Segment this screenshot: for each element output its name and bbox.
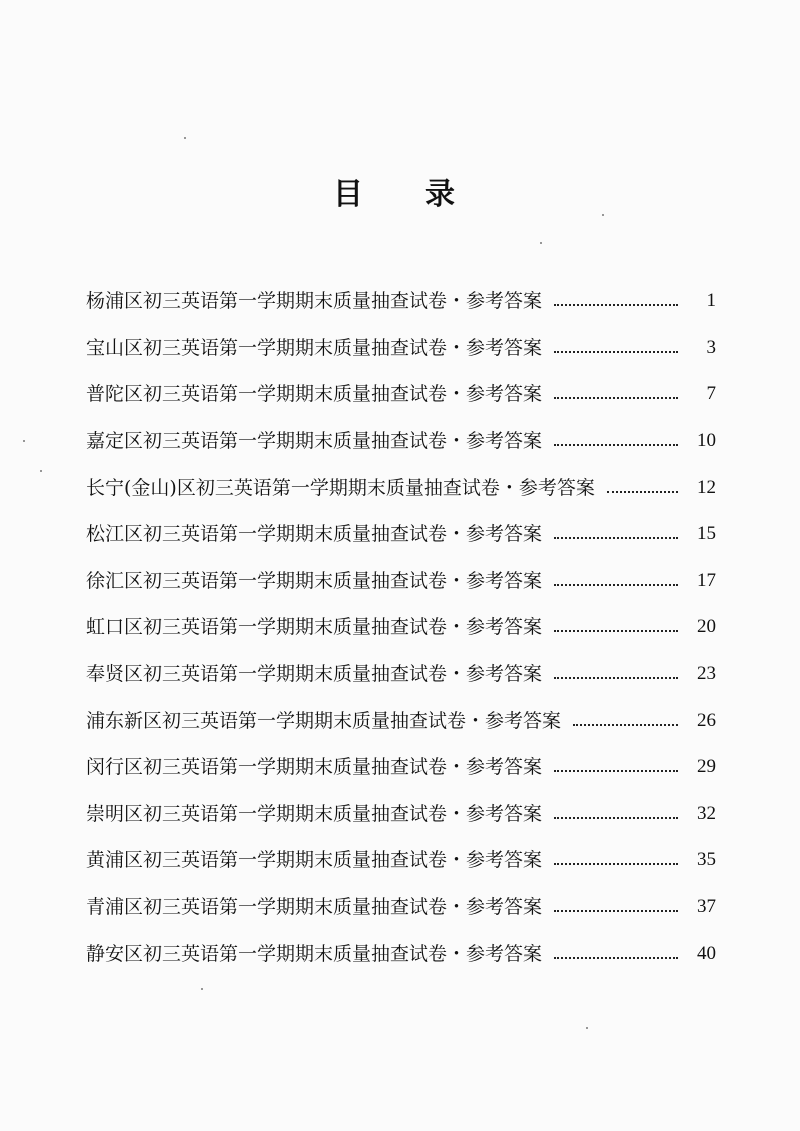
toc-entry <box>86 558 716 605</box>
toc-entry-page: 3 <box>706 336 716 358</box>
page-title <box>0 170 800 220</box>
toc-entry-title: 普陀区初三英语第一学期期末质量抽查试卷・参考答案 <box>86 383 543 406</box>
toc-entry-title: 奉贤区初三英语第一学期期末质量抽查试卷・参考答案 <box>86 663 543 686</box>
toc-entry <box>86 884 716 931</box>
toc-entry <box>86 697 716 744</box>
toc-entry <box>86 371 716 418</box>
table-of-contents <box>86 278 716 977</box>
scan-speck <box>586 1027 588 1029</box>
scan-speck <box>23 440 25 442</box>
toc-leader-dots <box>607 491 678 493</box>
toc-leader-dots <box>554 817 678 819</box>
toc-entry-page: 26 <box>697 709 716 731</box>
toc-leader-dots <box>554 957 678 959</box>
toc-entry-title: 青浦区初三英语第一学期期末质量抽查试卷・参考答案 <box>86 896 543 919</box>
toc-entry-page: 1 <box>706 290 716 312</box>
toc-entry <box>86 744 716 791</box>
toc-leader-dots <box>554 770 678 772</box>
toc-leader-dots <box>554 863 678 865</box>
toc-entry-page: 37 <box>697 896 716 918</box>
toc-entry-page: 17 <box>697 569 716 591</box>
toc-leader-dots <box>554 537 678 539</box>
toc-entry <box>86 278 716 325</box>
toc-entry <box>86 511 716 558</box>
toc-entry-page: 35 <box>697 849 716 871</box>
toc-entry-title: 虹口区初三英语第一学期期末质量抽查试卷・参考答案 <box>86 616 543 639</box>
toc-entry-title: 黄浦区初三英语第一学期期末质量抽查试卷・参考答案 <box>86 849 543 872</box>
toc-entry <box>86 651 716 698</box>
toc-entry-page: 32 <box>697 802 716 824</box>
toc-entry-title: 杨浦区初三英语第一学期期末质量抽查试卷・参考答案 <box>86 290 543 313</box>
toc-entry <box>86 325 716 372</box>
toc-leader-dots <box>554 444 678 446</box>
toc-leader-dots <box>554 910 678 912</box>
toc-entry-page: 15 <box>697 523 716 545</box>
toc-leader-dots <box>554 630 678 632</box>
toc-entry-title: 静安区初三英语第一学期期末质量抽查试卷・参考答案 <box>86 942 543 965</box>
toc-leader-dots <box>554 397 678 399</box>
toc-entry-title: 浦东新区初三英语第一学期期末质量抽查试卷・参考答案 <box>86 709 562 732</box>
toc-entry <box>86 464 716 511</box>
scan-speck <box>602 214 604 216</box>
toc-entry-title: 闵行区初三英语第一学期期末质量抽查试卷・参考答案 <box>86 756 543 779</box>
toc-entry-title: 松江区初三英语第一学期期末质量抽查试卷・参考答案 <box>86 523 543 546</box>
toc-entry-page: 10 <box>697 430 716 452</box>
toc-leader-dots <box>554 584 678 586</box>
toc-entry-page: 20 <box>697 616 716 638</box>
toc-entry-title: 宝山区初三英语第一学期期末质量抽查试卷・参考答案 <box>86 336 543 359</box>
toc-entry-title: 崇明区初三英语第一学期期末质量抽查试卷・参考答案 <box>86 802 543 825</box>
toc-entry-page: 12 <box>697 476 716 498</box>
toc-entry-page: 40 <box>697 942 716 964</box>
toc-entry <box>86 604 716 651</box>
toc-entry-title: 徐汇区初三英语第一学期期末质量抽查试卷・参考答案 <box>86 569 543 592</box>
toc-leader-dots <box>554 304 678 306</box>
toc-leader-dots <box>554 351 678 353</box>
toc-leader-dots <box>573 724 678 726</box>
toc-entry-page: 7 <box>706 383 716 405</box>
toc-entry <box>86 930 716 977</box>
toc-entry-page: 23 <box>697 663 716 685</box>
title-char-1: 目 <box>333 177 363 212</box>
scan-speck <box>540 242 542 244</box>
toc-entry <box>86 791 716 838</box>
toc-leader-dots <box>554 677 678 679</box>
title-char-2: 录 <box>425 177 455 212</box>
toc-entry-title: 嘉定区初三英语第一学期期末质量抽查试卷・参考答案 <box>86 430 543 453</box>
scan-speck <box>40 470 42 472</box>
toc-entry <box>86 418 716 465</box>
toc-entry-title: 长宁(金山)区初三英语第一学期期末质量抽查试卷・参考答案 <box>86 476 595 499</box>
toc-entry <box>86 837 716 884</box>
scan-speck <box>201 988 203 990</box>
toc-entry-page: 29 <box>697 756 716 778</box>
scan-speck <box>184 137 186 139</box>
